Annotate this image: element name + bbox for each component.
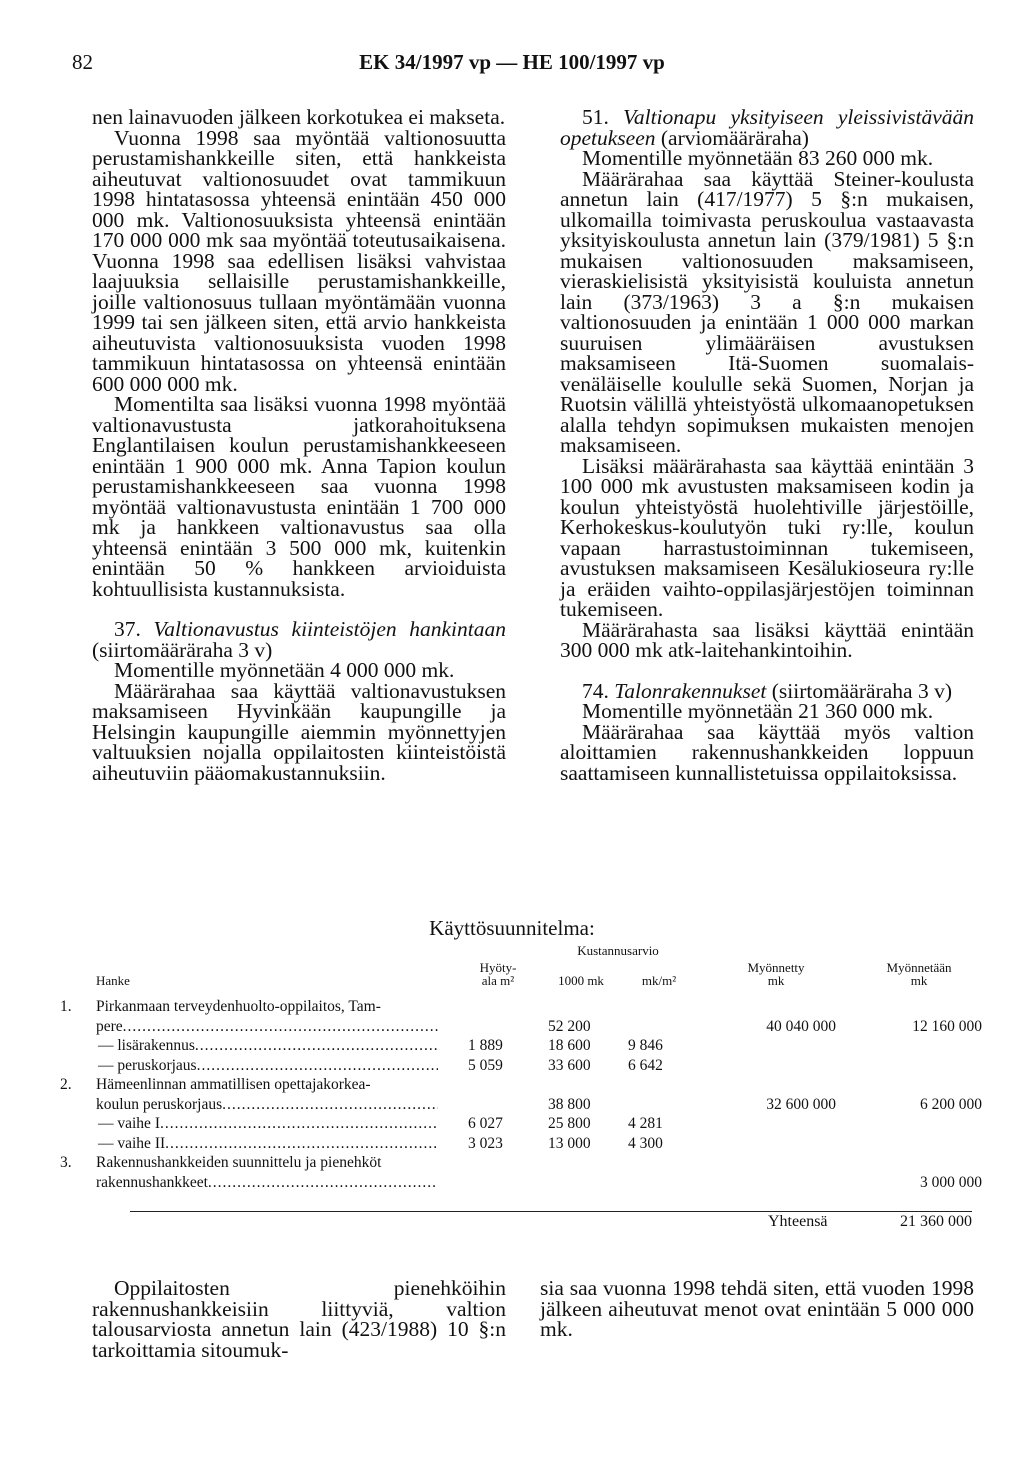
area-cell [456,1075,540,1095]
grant-cell [856,1056,982,1076]
leader-dots [165,1134,438,1154]
table-row [60,1114,982,1134]
area-cell: 1 889 [468,1037,503,1054]
leader-dots [160,1114,438,1134]
project-name: rakennushankkeet [96,1173,208,1191]
project-name: — lisärakennus [98,1037,195,1054]
row-number [60,1056,96,1076]
paragraph: Vuonna 1998 saa myöntää valtionosuutta perustamishankkeille siten, että hankkeista aiheutuvat valtionosuudet ovat tammikuun 1998 hintatasossa yhteensä enintään 450 000 000 mk. Valtionosuuksista yhteensä enintään 170 000 000 mk saa myöntää toteutusaikaisena. Vuonna 1998 saa edellisen lisäksi vahvistaa laajuuksia sellaisille perustamishankkeille, joille valtionosuus tullaan myöntämään vuonna 1999 tai sen jälkeen siten, että arvio hankkeista aiheutuvista valtionosuuksista vuoden 1998 tammikuun hintatasossa on yhteensä enintään 600 000 000 mk. [92,125,506,396]
section-74-amount: Momentille myönnetään 21 360 000 mk. [582,699,934,723]
cost-cell [540,1173,622,1193]
right-column [560,107,974,783]
leader-dots [123,1017,438,1037]
granted-cell [696,1114,856,1134]
granted-cell [696,1134,856,1154]
project-name: koulun peruskorjaus [96,1095,223,1113]
cost-m2-cell [622,1017,696,1037]
section-number: 74. [582,678,609,703]
section-37-amount: Momentille myönnetään 4 000 000 mk. [114,658,455,682]
total-rule [130,1211,972,1212]
page-number: 82 [72,50,93,74]
table-row [60,1153,982,1173]
project-header: Hanke [96,973,130,988]
appropriation-type: (siirtomääräraha 3 v) [92,637,273,662]
project-name: — vaihe II [98,1134,166,1152]
row-number [60,1173,96,1193]
section-number: 51. [582,105,609,129]
section-37-text: Määrärahaa saa käyttää valtionavustuksen maksamiseen Hyvinkään kaupungille ja Helsingin kaupungille aiemmin myönnettyjen valtuuksien nojalla oppilaitosten kiinteistöistä aiheutuviin pääomakustannuksiin. [92,678,506,785]
row-number: 1. [60,998,72,1015]
usage-plan-table [60,944,982,1192]
granted-cell [696,1036,856,1056]
row-number [60,1134,96,1154]
table-row [60,1036,982,1056]
paragraph: Määrärahasta saa lisäksi käyttää enintään 300 000 mk atk-laitehankintoihin. [560,617,974,662]
leader-dots [197,1056,438,1076]
grant-cell: 12 160 000 [912,1017,983,1035]
cost-m2-cell: 4 281 [628,1115,663,1132]
grant-cell [856,1114,982,1134]
granted-cell: 40 040 000 [766,1017,837,1035]
grant-cell [856,1134,982,1154]
row-number [60,1095,96,1115]
row-number [60,1036,96,1056]
grant-cell: 6 200 000 [920,1095,983,1113]
left-column [92,107,506,783]
granted-header-line: mk [767,973,785,988]
area-cell [456,1173,540,1193]
row-number: 2. [60,1076,72,1093]
grant-now-header-line: Myönnetään [886,960,952,975]
cost-estimate-header: Kustannusarvio [577,943,659,958]
row-number: 3. [60,1154,72,1171]
area-cell: 6 027 [468,1115,503,1132]
area-cell [456,997,540,1017]
area-header-line: Hyöty- [479,960,517,975]
granted-cell [696,1056,856,1076]
granted-cell [696,1075,856,1095]
cost-m2-cell: 4 300 [628,1134,663,1152]
section-title: Valtionavustus kiinteistöjen hankintaan [153,617,506,641]
running-header: EK 34/1997 vp — HE 100/1997 vp [359,50,665,74]
granted-header [696,961,856,987]
project-name: Hämeenlinnan ammatillisen opettajakorkea- [96,1076,371,1093]
cost-cell: 52 200 [548,1017,591,1035]
cost-cell: 38 800 [548,1095,591,1113]
area-cell [456,1153,540,1173]
cost-cell [540,1153,622,1173]
grant-cell [856,1075,982,1095]
table-header-row [60,961,982,987]
cost-m2-cell [622,1095,696,1115]
table-row [60,1173,982,1193]
table-header-row [60,944,982,961]
section-51-heading [560,107,974,148]
cost-cell [540,997,622,1017]
grant-cell: 3 000 000 [920,1173,983,1191]
cost-m2-cell [622,997,696,1017]
bottom-left-paragraph: Oppilaitosten pienehköihin rakennushankkeisiin liittyviä, valtion talousarviosta annetun lain (423/1988) 10 §:n tarkoittamia sitoumuk- [92,1276,506,1362]
section-51-amount: Momentille myönnetään 83 260 000 mk. [582,146,934,170]
table-row [60,1056,982,1076]
usage-plan-title: Käyttösuunnitelma: [429,916,595,940]
cost-m2-header: mk/m² [641,973,677,988]
cost-m2-cell: 6 642 [628,1056,663,1074]
area-cell: 5 059 [468,1056,503,1074]
paragraph: Momentilta saa lisäksi vuonna 1998 myöntää valtionavustusta jatkorahoituksena Englantilaisen koulun perustamishankkeeseen enintään 1 900 000 mk. Anna Tapion koulun perustamishankkeeseen saa vuonna 1998 myöntää valtionavustusta enintään 1 700 000 mk ja hankkeen valtionavustus saa olla yhteensä enintään 3 500 000 mk, kuitenkin enintään 50 % hankkeen arvioiduista kohtuullisista kustannuksista. [92,392,506,601]
row-number [60,1017,96,1037]
section-title: Talonrakennukset [614,678,767,703]
granted-cell [696,1153,856,1173]
table-row [60,1134,982,1154]
table-row [60,1075,982,1095]
row-number [60,1114,96,1134]
paragraph: nen lainavuoden jälkeen korkotukea ei makseta. [92,105,506,129]
paragraph: Lisäksi määrärahasta saa käyttää enintään 3 100 000 mk avustusten maksamiseen kodin ja koulun yhteistyöstä huolehtiville järjestöille, Kerhokeskus-koulutyön tuki ry:lle, koulun vapaan harrastustoiminnan tukemiseen, avustuksen maksamiseen Kesälukioseura ry:lle ja eräiden vaihto-oppilasjärjestöjen toiminnan tukemiseen. [560,453,974,621]
paragraph: Määrärahaa saa käyttää Steiner-koulusta annetun lain (417/1977) 5 §:n mukaisen, ulkomailla toimivasta peruskoulua vastaavasta yksityiskoulusta annetun lain (379/1981) 5 §:n mukaisen valtionosuuden maksamiseen, vieraskielisistä yksityisistä kouluista annetun lain (373/1963) 3 a §:n mukaisen valtionosuuden ja enintään 1 000 000 markan suuruisen ylimääräisen avustuksen maksamiseen Itä-Suomen suomalais-venäläiselle koululle sekä Suomen, Norjan ja Ruotsin välillä yhteistyöstä ulkomaanopetuksen alalla tehdyn sopimuksen mukaisten menojen maksamiseen. [560,166,974,457]
project-name: — vaihe I [98,1115,160,1132]
section-74-heading [560,678,974,703]
area-header [456,961,540,987]
table-row [60,997,982,1017]
granted-cell [696,997,856,1017]
total-label: Yhteensä [768,1213,828,1230]
grant-now-header [856,961,982,987]
grant-cell [856,1153,982,1173]
project-name: Rakennushankkeiden suunnittelu ja pienehköt [96,1154,382,1171]
cost-cell [540,1075,622,1095]
cost-cell: 13 000 [548,1134,591,1152]
appropriation-type: (arviomääräraha) [660,125,809,150]
area-cell [456,1095,540,1115]
table-row [60,1017,982,1037]
cost-1000-header: 1000 mk [558,973,604,988]
section-title: Valtionapu yksityiseen yleissivistävään opetukseen [560,105,974,150]
project-name: pere [96,1017,123,1035]
cost-cell: 18 600 [548,1037,591,1054]
cost-cell: 33 600 [548,1056,591,1074]
area-header-line: ala m² [481,973,515,988]
granted-header-line: Myönnetty [747,960,805,975]
granted-cell [696,1173,856,1193]
cost-m2-cell [622,1173,696,1193]
grant-cell [856,1036,982,1056]
grant-cell [856,997,982,1017]
leader-dots [222,1095,438,1115]
granted-cell: 32 600 000 [766,1095,837,1113]
project-name: — peruskorjaus [98,1056,197,1074]
section-37-heading [92,619,506,660]
bottom-right-paragraph: sia saa vuonna 1998 tehdä siten, että vuoden 1998 jälkeen aiheutuvat menot ovat enintään 5 000 000 mk. [540,1276,974,1341]
leader-dots [208,1173,438,1193]
section-74-text: Määrärahaa saa käyttää myös valtion aloittamien rakennushankkeiden loppuun saattamiseen kunnallistetuissa oppilaitoksissa. [560,719,974,785]
cost-m2-cell [622,1075,696,1095]
cost-m2-cell: 9 846 [628,1037,663,1054]
leader-dots [195,1036,438,1056]
cost-m2-cell [622,1153,696,1173]
total-value: 21 360 000 [900,1213,972,1230]
area-cell: 3 023 [468,1134,503,1152]
table-row [60,1095,982,1115]
area-cell [456,1017,540,1037]
section-number: 37. [114,617,141,641]
grant-now-header-line: mk [910,973,928,988]
cost-cell: 25 800 [548,1115,591,1132]
appropriation-type: (siirtomääräraha 3 v) [771,678,952,703]
project-name: Pirkanmaan terveydenhuolto-oppilaitos, Tam- [96,998,381,1015]
